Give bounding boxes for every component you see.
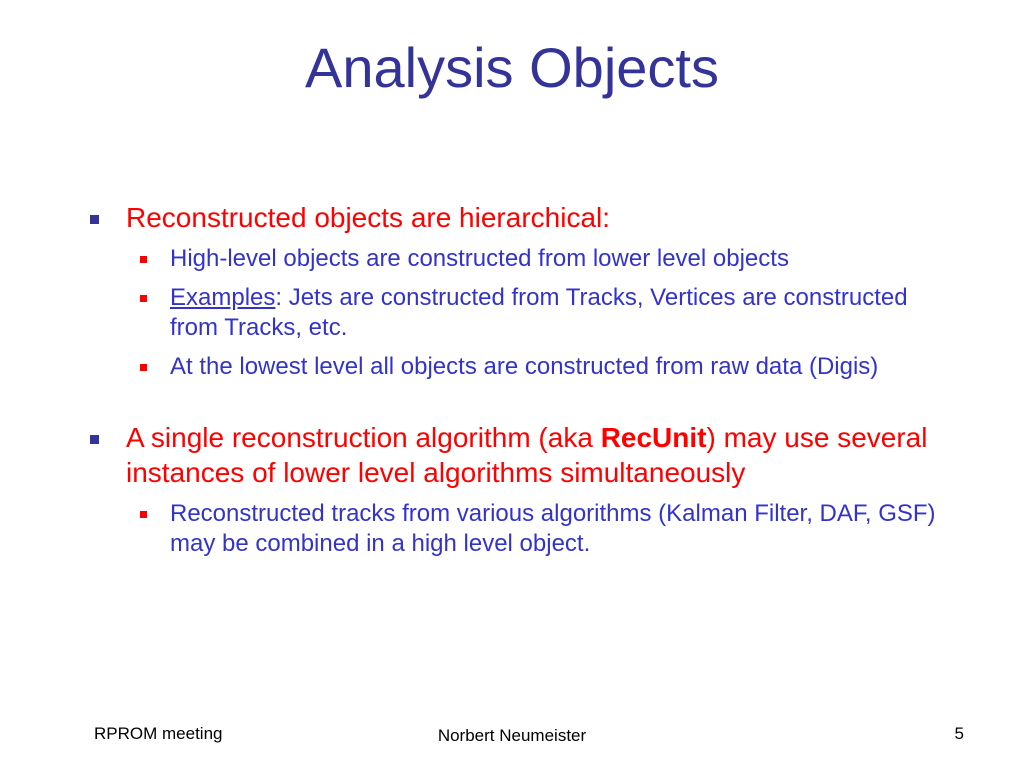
sub-bullet-lowest-level: [137, 352, 958, 382]
square-bullet-icon: [140, 256, 147, 263]
footer-page-number: 5: [954, 724, 964, 743]
footer-meeting: RPROM meeting: [94, 724, 223, 743]
sub-bullet-text: At the lowest level all objects are constructed from raw data (Digis): [170, 353, 879, 380]
sub-bullet-examples: [137, 283, 958, 343]
recunit-term: RecUnit: [600, 422, 707, 453]
square-bullet-icon: [90, 435, 99, 444]
bullet-hierarchical: [88, 200, 958, 235]
sub-bullet-text: : Jets are constructed from Tracks, Vertices are constructed from Tracks, etc.: [170, 284, 908, 341]
footer-author: Norbert Neumeister: [437, 726, 587, 745]
bullet-text: Reconstructed objects are hierarchical:: [126, 202, 611, 233]
sub-bullet-text: High-level objects are constructed from lower level objects: [170, 245, 789, 272]
square-bullet-icon: [140, 295, 147, 302]
bullet-text-pre: A single reconstruction algorithm (aka: [126, 422, 601, 453]
examples-link[interactable]: Examples: [170, 284, 276, 311]
bullet-text-post: ) may use several instances of lower level algorithms simultaneously: [126, 422, 928, 488]
slide-body: [88, 200, 958, 559]
slide-title: Analysis Objects: [305, 36, 719, 99]
sub-bullet-tracks: [137, 499, 958, 559]
sub-bullet-high-level: [137, 244, 958, 274]
sub-bullet-text: Reconstructed tracks from various algorithms (Kalman Filter, DAF, GSF) may be combined in a high level object.: [170, 500, 936, 557]
square-bullet-icon: [140, 364, 147, 371]
square-bullet-icon: [90, 215, 99, 224]
bullet-recunit: [88, 420, 958, 490]
square-bullet-icon: [140, 511, 147, 518]
